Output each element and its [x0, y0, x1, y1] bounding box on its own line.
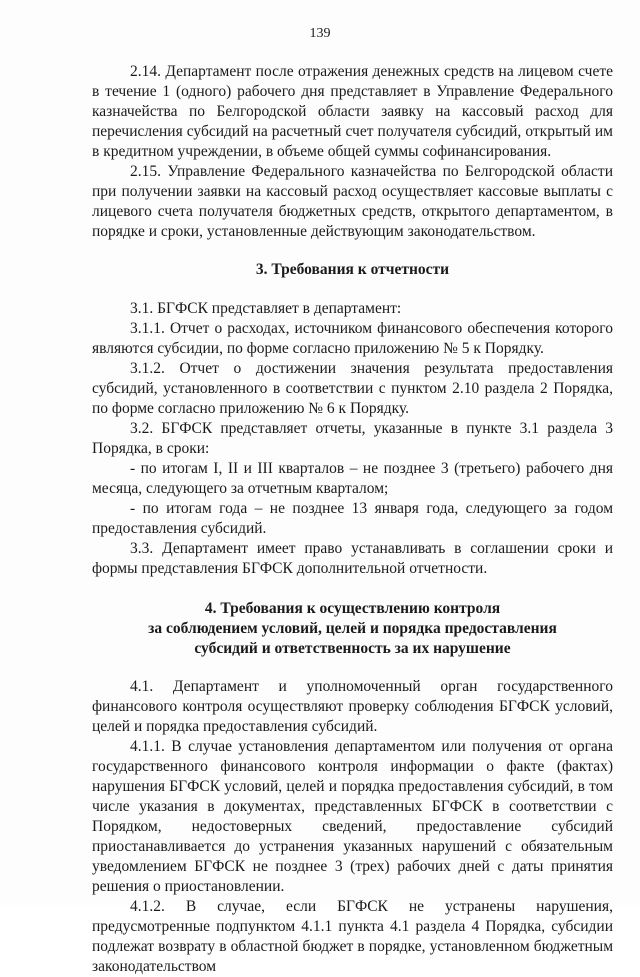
paragraph-3-3: 3.3. Департамент имеет право устанавливать в соглашении сроки и формы представления БГФСК дополнительной отчетности. — [92, 540, 613, 577]
paragraph-3-1-2: 3.1.2. Отчет о достижении значения результата предоставления субсидий, установленного в соответствии с пунктом 2.10 раздела 2 Порядка, по форме согласно приложению № 6 к Порядку. — [92, 360, 613, 417]
paragraph-3-2-year: - по итогам года – не позднее 13 января года, следующего за годом предоставления субсидий. — [92, 500, 613, 537]
section-4-heading-line-1: 4. Требования к осуществлению контроля — [204, 600, 501, 617]
section-4-heading — [92, 599, 613, 659]
section-4-heading-line-3: субсидий и ответственность за их нарушение — [194, 640, 511, 657]
paragraph-3-2: 3.2. БГФСК представляет отчеты, указанные в пункте 3.1 раздела 3 Порядка, в сроки: — [92, 420, 613, 457]
section-4-heading-line-2: за соблюдением условий, целей и порядка предоставления — [148, 620, 557, 637]
paragraph-2-14: 2.14. Департамент после отражения денежных средств на лицевом счете в течение 1 (одного) рабочего дня представляет в Управление Федерального казначейства по Белгородской области заявку на кассовый расход для перечисления субсидий на расчетный счет получателя субсидий, открытый им в кредитном учреждении, в объеме общей суммы софинансирования. — [92, 63, 613, 160]
paragraph-3-2-quarters: - по итогам I, II и III кварталов – не позднее 3 (третьего) рабочего дня месяца, следующего за отчетным кварталом; — [92, 460, 613, 497]
paragraph-3-1-1: 3.1.1. Отчет о расходах, источником финансового обеспечения которого являются субсидии, по форме согласно приложению № 5 к Порядку. — [92, 320, 613, 357]
paragraph-3-1: 3.1. БГФСК представляет в департамент: — [130, 300, 402, 317]
page-number: 139 — [309, 26, 331, 41]
paragraph-4-1: 4.1. Департамент и уполномоченный орган государственного финансового контроля осуществляют проверку соблюдения БГФСК условий, целей и порядка предоставления субсидий. — [92, 678, 613, 735]
paragraph-4-1-1: 4.1.1. В случае установления департаментом или получения от органа государственного финансового контроля информации о факте (фактах) нарушения БГФСК условий, целей и порядка предоставления субсидий, в том числе указания в документах, представленных БГФСК в соответствии с Порядком, недостоверных сведений, предоставление субсидий приостанавливается до устранения указанных нарушений с обязательным уведомлением БГФСК не позднее 3 (трех) рабочих дней с даты принятия решения о приостановлении. — [92, 738, 613, 895]
paragraph-4-1-2: 4.1.2. В случае, если БГФСК не устранены нарушения, предусмотренные подпунктом 4.1.1 пункта 4.1 раздела 4 Порядка, субсидии подлежат возврату в областной бюджет в порядке, установленном бюджетным законодательством — [92, 898, 613, 975]
section-3-heading: 3. Требования к отчетности — [255, 261, 450, 278]
paragraph-2-15: 2.15. Управление Федерального казначейства по Белгородской области при получении заявки на кассовый расход осуществляет кассовые выплаты с лицевого счета получателя бюджетных средств, открытого департаментом, в порядке и сроки, установленные действующим законодательством. — [92, 163, 613, 240]
document-body — [92, 62, 613, 977]
